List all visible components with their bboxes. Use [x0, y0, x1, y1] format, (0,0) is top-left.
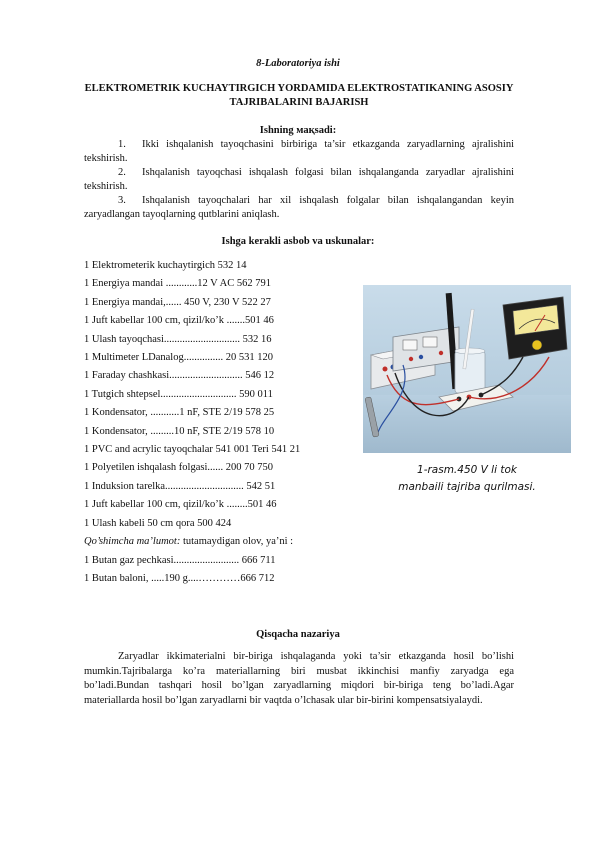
equipment-item: 1 Faraday chashkasi............................ 546 12 [84, 370, 275, 382]
goal-number: 3. [118, 195, 126, 206]
goals-heading: Ishning мақsadi: [259, 125, 337, 136]
main-title: ELEKTROMETRIK KUCHAYTIRGICH YORDAMIDA ELEKTROSTATIKANING ASOSIY TAJRIBALARINI BAJARISH [84, 83, 514, 108]
note-text: tutamaydigan olov, ya’ni : [180, 536, 294, 548]
equipment-item: 1 Juft kabellar 100 cm, qizil/ko’k .......501 46 [84, 315, 274, 327]
goal-text: Ikki ishqalanish tayoqchasini birbiriga ta’sir etkazganda zaryadlarning ajralishini tekshirish. [84, 139, 514, 164]
goal-number: 2. [118, 167, 126, 178]
note-label: Qo’shimcha ma’lumot: [84, 536, 181, 548]
lab-title: 8-Laboratoriya ishi [256, 58, 340, 69]
equipment-item: 1 Ulash kabeli 50 cm qora 500 424 [84, 517, 232, 529]
equipment-item: 1 PVC and acrylic tayoqchalar 541 001 Teri 541 21 [84, 444, 301, 456]
equipment-item: 1 Elektrometerik kuchaytirgich 532 14 [84, 260, 247, 271]
theory-heading: Qisqacha nazariya [256, 629, 340, 640]
equipment-item: 1 Induksion tarelka.............................. 542 51 [84, 480, 276, 492]
equipment-heading: Ishga kerakli asbob va uskunalar: [221, 236, 375, 247]
equipment-extra-item: 1 Butan gaz pechkasi......................... 666 711 [84, 554, 276, 566]
theory-paragraph: Zaryadlar ikkimaterialni bir-biriga ishqalaganda yoki ta’sir etkazganda hosil bo’lishi mumkin.Tajribalarga ko’ra materiallarning biri musbat ikkinchisi manfiy zaryadga ega bo’ladi.Bundan tashqari hosil bo’lgan zaryadlarning miqdori bir-biriga teng bo’ladi.Agar materiallarda hosil bo’lgan zaryadlarni bir vaqtda o’lchasak ular bir-birini kompensatsiyalaydi. [84, 651, 514, 706]
equipment-extra-item: 1 Butan baloni, .....190 g....…………666 712 [84, 572, 275, 584]
goal-item [84, 166, 514, 194]
equipment-item: 1 Tutgich shtepsel............................. 590 011 [84, 388, 273, 400]
goals-list [84, 138, 514, 222]
goal-item [84, 138, 514, 166]
figure-caption-line: 1-rasm.450 V li tok [417, 464, 517, 476]
equipment-item: 1 Energiya mandai ............12 V AC 562 791 [84, 278, 271, 290]
equipment-list [84, 257, 374, 588]
equipment-item: 1 Ulash tayoqchasi............................. 532 16 [84, 333, 272, 345]
goal-item [84, 194, 514, 222]
equipment-item: 1 Polyetilen ishqalash folgasi...... 200 70 750 [84, 462, 273, 474]
equipment-note [84, 533, 374, 551]
equipment-item: 1 Kondensator, .........10 nF, STE 2/19 578 10 [84, 425, 275, 437]
equipment-item: 1 Multimeter LDanalog............... 20 531 120 [84, 352, 273, 364]
goal-text: Ishqalanish tayoqchasi ishqalash folgasi bilan ishqalanganda zaryadlar ajralishini tekshirish. [84, 167, 514, 192]
experiment-setup-photo [363, 285, 571, 453]
equipment-item: 1 Juft kabellar 100 cm, qizil/ko’k ........501 46 [84, 499, 277, 511]
equipment-item: 1 Energiya mandai,...... 450 V, 230 V 522 27 [84, 296, 271, 308]
equipment-item: 1 Kondensator, ...........1 nF, STE 2/19 578 25 [84, 407, 275, 419]
goal-text: Ishqalanish tayoqchalari har xil ishqalash folgalar bilan ishqalangandan keyin zaryadlangan tayoqlarning qutblarini aniqlash. [84, 195, 514, 220]
figure-caption-line: manbaili tajriba qurilmasi. [398, 481, 536, 493]
goal-number: 1. [118, 139, 126, 150]
figure-caption [363, 462, 571, 496]
